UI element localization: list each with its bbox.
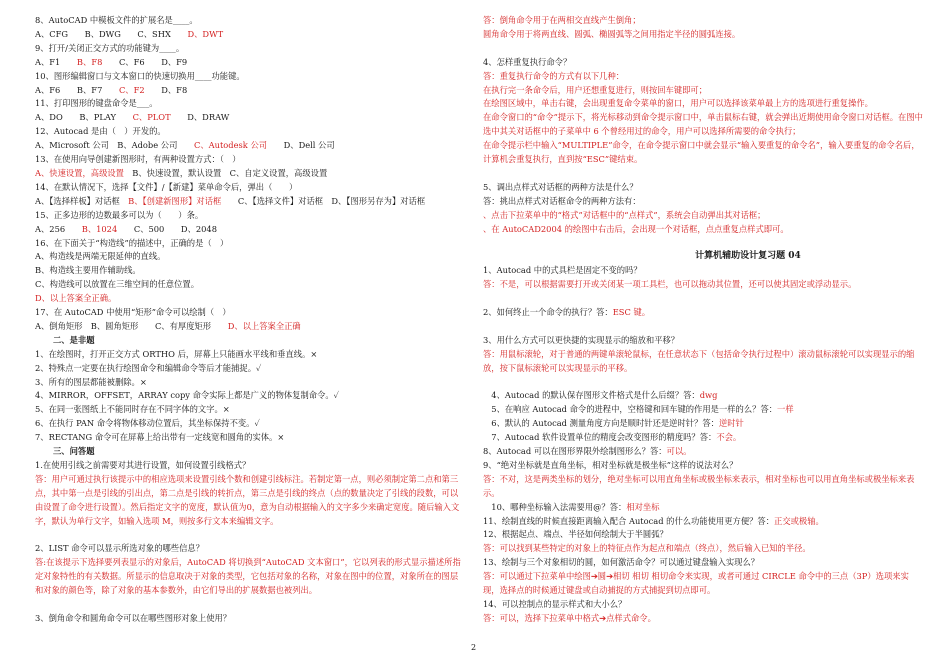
section-heading xyxy=(35,334,465,348)
answer-text: 、在 AutoCAD2004 的绘图中右击后，会出现一个对话框，点点重复点样式即可。 xyxy=(483,223,789,234)
question-text: C、构造线可以放置在三维空间的任意位置。 xyxy=(35,279,199,290)
question-text: 2、如何终止一个命令的执行？答： xyxy=(483,306,613,317)
question-text: A、Microsoft 公司 B、Adobe 公司 xyxy=(35,140,194,151)
text-line xyxy=(483,403,923,417)
text-line xyxy=(35,278,465,292)
question-text: 10、哪种坐标输入法需要用@？答： xyxy=(483,501,627,512)
right-column xyxy=(483,14,923,626)
question-text: 4、怎样重复执行命令？ xyxy=(483,56,572,67)
question-text: 8、AutoCAD 中模板文件的扩展名是____。 xyxy=(35,15,198,25)
answer-text: 答：用鼠标滚轮，对于普通的两键单滚轮鼠标，在任意状态下（包括命令执行过程中）滚动鼠标滚轮可以实现显示的缩放，按下鼠标滚轮可以实现显示的平移。 xyxy=(483,348,915,373)
text-line xyxy=(483,417,923,431)
question-text: A、F1 xyxy=(35,56,77,67)
text-line xyxy=(35,167,465,181)
text-line xyxy=(483,556,923,570)
text-line xyxy=(483,445,923,459)
text-line xyxy=(483,84,923,98)
answer-text: D、以上答案全正确 xyxy=(227,320,301,331)
text-line xyxy=(483,264,923,278)
text-line xyxy=(483,598,923,612)
question-text: 4、Autocad 的默认保存图形文件格式是什么后缀？答： xyxy=(483,390,700,401)
question-text: 5、调出点样式对话框的两种方法是什么？ xyxy=(483,181,638,192)
question-text: 5、在同一张图纸上不能同时存在不同字体的文字。× xyxy=(35,404,230,415)
text-line xyxy=(35,362,465,376)
text-line xyxy=(35,417,465,431)
question-text: 9、打开/关闭正交方式的功能键为____。 xyxy=(35,42,185,53)
question-text: B、构造线主要用作辅助线。 xyxy=(35,265,141,276)
text-line xyxy=(483,459,923,473)
text-line xyxy=(483,473,923,501)
answer-text: 答：重复执行命令的方式有以下几种： xyxy=(483,70,625,81)
question-text: 三、问答题 xyxy=(53,446,95,457)
question-text: 答：挑出点样式对话框命令的两种方法有： xyxy=(483,195,641,206)
text-line xyxy=(35,376,465,390)
text-line xyxy=(35,209,465,223)
text-line xyxy=(483,56,923,70)
text-line xyxy=(35,125,465,139)
answer-text: 在执行完一条命令后，用户还想重复进行，则按回车键即可； xyxy=(483,84,708,95)
answer-text: C、Autodesk 公司 xyxy=(193,140,268,151)
text-line xyxy=(483,14,923,28)
question-text: 11、绘制直线的时候直接距离输入配合 Autocad 的什么功能使用更方便？答： xyxy=(483,515,775,526)
text-line xyxy=(35,111,465,125)
question-text: 17、在 AutoCAD 中使用“矩形”命令可以绘制（ ） xyxy=(35,307,231,318)
answer-text: 在绘图区域中，单击右键，会出现重复命令菜单的窗口，用户可以选择该菜单最上方的选项进行重复操作。 xyxy=(483,98,873,109)
answer-text: 一样 xyxy=(777,404,794,415)
question-text: A、构造线是两端无限延伸的直线。 xyxy=(35,251,166,262)
text-line xyxy=(35,556,465,598)
answer-text: 答：可以通过下拉菜单中绘图➔圆➔相切 相切 相切命令来实现，或者可通过 CIRCLE 命令中的三点（3P）选项来实现，选择点的时候通过键盘或自动捕捉的方式捕捉到切点即可。 xyxy=(483,571,909,596)
question-text: 5、在响应 Autocad 命令的进程中，空格键和回车键的作用是一样的么？答： xyxy=(483,404,778,415)
text-line xyxy=(483,542,923,556)
spacer xyxy=(483,42,923,56)
text-line xyxy=(35,403,465,417)
answer-text: ESC 键。 xyxy=(612,306,651,317)
question-text: C、F6 D、F9 xyxy=(102,56,188,67)
spacer xyxy=(483,167,923,181)
answer-text: 答：可以，选择下拉菜单中格式➔点样式命令。 xyxy=(483,612,656,623)
text-line xyxy=(483,612,923,626)
question-text: 8、Autocad 可以在图形界限外绘制图形么？答： xyxy=(483,446,667,456)
question-text: A、F6 B、F7 xyxy=(35,84,119,95)
question-text: 14、在默认情况下，选择【文件】/【新建】菜单命令后，弹出（ ） xyxy=(35,181,298,192)
question-text: A、【选择样板】对话框 xyxy=(35,195,129,206)
answer-text: B、【创建新图形】对话框 xyxy=(128,195,222,206)
answer-text: 在命令窗口的“命令”提示下，将光标移动到命令提示窗口中，单击鼠标右键，就会弹出近期使用命令窗口对话框。在图中选中其关对话框中的子菜单中 6 个曾经用过的命令，用户可以选择所需要的命令执行； xyxy=(483,112,923,137)
text-line xyxy=(483,181,923,195)
question-text: C、500 D、2048 xyxy=(117,223,217,234)
question-text: 12、Autocad 是由（ ）开发的。 xyxy=(35,126,166,137)
answer-text: 、点击下拉菜单中的“格式”对话框中的“点样式”，系统会自动弹出其对话框； xyxy=(483,209,766,220)
question-text: 9、“绝对坐标就是直角坐标，相对坐标就是极坐标”这样的说法对么？ xyxy=(483,459,738,470)
question-text: 2、LIST 命令可以显示所选对象的哪些信息？ xyxy=(35,543,204,554)
left-column xyxy=(35,14,465,626)
question-text: A、256 xyxy=(35,223,82,234)
spacer xyxy=(35,598,465,612)
text-line xyxy=(483,306,923,320)
spacer xyxy=(483,375,923,389)
answer-text: 不会。 xyxy=(716,432,742,443)
question-text: 7、Autocad 软件设置单位的精度会改变图形的精度吗？答： xyxy=(483,432,717,443)
question-text: 3、倒角命令和圆角命令可以在哪些图形对象上使用？ xyxy=(35,612,232,623)
text-line xyxy=(35,250,465,264)
text-line xyxy=(483,334,923,348)
question-text: 计算机辅助设计复习题 04 xyxy=(695,251,801,262)
text-line xyxy=(483,501,923,515)
text-line xyxy=(35,320,465,334)
answer-text: A、快速设置，高级设置 xyxy=(35,167,124,178)
question-text: 6、在执行 PAN 命令将物体移动位置后，其坐标保持不变。✓ xyxy=(35,418,260,429)
question-text: 14、可以控制点的显示样式和大小么？ xyxy=(483,598,627,609)
text-line xyxy=(35,292,465,306)
answer-text: B、1024 xyxy=(81,223,118,234)
answer-text: D、DWT xyxy=(187,28,224,39)
answer-text: 答:在该提示下选择要列表显示的对象后，AutoCAD 将切换到“AutoCAD 文本窗口”，它以列表的形式显示描述所指定对象特性的有关数据。所显示的信息取决于对象的类型，它包括对象的名称，对象在图中的位置，对象所在的图层和对象的颜色等，除了对象的基本参数外，由它们导出的扩展数据也被列出。 xyxy=(35,557,461,596)
text-line xyxy=(35,84,465,98)
question-text: 15、正多边形的边数最多可以为（ ）条。 xyxy=(35,209,204,220)
text-line xyxy=(35,473,465,529)
text-line xyxy=(35,223,465,237)
answer-text: C、PLOT xyxy=(132,112,171,123)
question-text: D、F8 xyxy=(144,84,188,95)
text-line xyxy=(35,42,465,56)
question-text: D、Dell 公司 xyxy=(267,140,335,151)
text-line xyxy=(35,612,465,626)
text-line xyxy=(35,306,465,320)
text-line xyxy=(483,528,923,542)
section-heading xyxy=(35,445,465,459)
answer-text: 在命令提示栏中输入“MULTIPLE”命令，在命令提示窗口中就会显示“输入要重复的命令名”，输入要重复的命令名后，计算机会重复执行，直到按“ESC”键结束。 xyxy=(483,140,920,165)
question-text: 13、在使用向导创建新图形时，有两种设置方式：（ ） xyxy=(35,154,241,165)
question-text: 1.在使用引线之前需要对其进行设置，如何设置引线格式？ xyxy=(35,460,251,470)
text-line xyxy=(35,153,465,167)
answer-text: 答：用户可通过执行该提示中的相应选项来设置引线个数和创建引线标注。若制定第一点，则必须制定第二点和第三点，其中第一点是引线的引出点，第二点是引线的转折点，第三点是引线的终点（点的数量决定了引线的段数，可以由设置了命令进行设置）。然后指定文字的宽度，默认值为0，意为自动根据输入的文字多少来确定宽度。随后输入文字，默认为单行文字，如输入选项 M，则按多行文本来编辑文字。 xyxy=(35,473,460,526)
text-line xyxy=(483,348,923,376)
question-text: 16、在下面关于“构造线”的描述中，正确的是（ ） xyxy=(35,237,229,248)
question-text: 2、特殊点一定要在执行绘图命令和编辑命令等后才能捕捉。✓ xyxy=(35,362,262,373)
question-text: B、快速设置，默认设置 C、自定义设置，高级设置 xyxy=(123,167,328,178)
answer-text: 答：不是，可以根据需要打开或关闭某一项工具栏，也可以拖动其位置，还可以使其固定或浮动显示。 xyxy=(483,279,857,290)
question-text: 1、Autocad 中的式具栏是固定不变的吗？ xyxy=(483,265,642,276)
spacer xyxy=(483,292,923,306)
text-line xyxy=(35,459,465,473)
question-text: 13、绘制与三个对象相切的圆，如何激活命令？可以通过键盘输入实现么？ xyxy=(483,557,760,568)
text-line xyxy=(483,70,923,84)
answer-text: 可以。 xyxy=(666,446,692,456)
question-text: 二、是非题 xyxy=(53,334,95,345)
answer-text: D、以上答案全正确。 xyxy=(35,293,117,304)
question-text: 1、在绘图时，打开正交方式 ORTHO 后，屏幕上只能画水平线和垂直线。× xyxy=(35,348,318,359)
answer-text: 正交或极轴。 xyxy=(774,515,824,526)
answer-text: 圆角命令用于将两直线、圆弧、椭圆弧等之间用指定半径的圆弧连接。 xyxy=(483,28,741,39)
answer-text: 答：可以找到某些特定的对象上的特征点作为起点和端点（终点），然后输入已知的半径。 xyxy=(483,543,811,554)
text-line xyxy=(35,348,465,362)
text-line xyxy=(35,431,465,445)
question-text: 3、用什么方式可以更快捷的实现显示的缩放和平移？ xyxy=(483,334,680,345)
text-line xyxy=(35,389,465,403)
answer-text: 答：不对，这是两类坐标的划分，绝对坐标可以用直角坐标或极坐标来表示，相对坐标也可以用直角坐标或极坐标来表示。 xyxy=(483,473,915,498)
text-line xyxy=(35,542,465,556)
spacer xyxy=(35,529,465,543)
text-line xyxy=(483,570,923,598)
text-line xyxy=(483,431,923,445)
spacer xyxy=(483,236,923,250)
question-text: 4、MIRROR，OFFSET，ARRAY copy 命令实际上都是广义的物体复制命令。✓ xyxy=(35,390,340,401)
question-text: 10、图形编辑窗口与文本窗口的快速切换用____功能键。 xyxy=(35,70,245,81)
answer-text: C、F2 xyxy=(118,84,145,95)
question-text: 7、RECTANG 命令可在屏幕上给出带有一定线宽和圆角的实体。× xyxy=(35,432,285,443)
text-line xyxy=(483,278,923,292)
text-line xyxy=(35,181,465,195)
page-number: 2 xyxy=(471,643,477,652)
question-text: A、倒角矩形 B、圆角矩形 C、有厚度矩形 xyxy=(35,320,228,331)
question-text: D、DRAW xyxy=(170,112,230,123)
text-line xyxy=(35,70,465,84)
text-line xyxy=(35,264,465,278)
answer-text: dwg xyxy=(699,390,718,401)
question-text: 12、根据起点、端点、半径如何绘制大于半圆弧？ xyxy=(483,529,668,540)
text-line xyxy=(483,139,923,167)
text-line xyxy=(483,389,923,403)
answer-text: 答：倒角命令用于在两相交直线产生倒角； xyxy=(483,15,641,25)
text-line xyxy=(483,223,923,237)
section-title xyxy=(483,250,923,264)
text-line xyxy=(483,111,923,139)
question-text: 6、默认的 Autocad 测量角度方向是顺时针还是逆时针？答： xyxy=(483,418,719,429)
question-text: 11、打印图形的键盘命令是___。 xyxy=(35,98,158,109)
text-line xyxy=(35,97,465,111)
text-line xyxy=(35,139,465,153)
question-text: 3、所有的图层都能被删除。× xyxy=(35,376,147,387)
question-text: C、【选择文件】对话框 D、【图形另存为】对话框 xyxy=(221,195,426,206)
question-text: A、CFG B、DWG C、SHX xyxy=(35,28,188,39)
answer-text: 逆时针 xyxy=(718,418,744,429)
text-line xyxy=(35,56,465,70)
text-line xyxy=(483,515,923,529)
answer-text: B、F8 xyxy=(76,56,103,67)
text-line xyxy=(35,237,465,251)
text-line xyxy=(483,28,923,42)
text-line xyxy=(35,14,465,28)
text-line xyxy=(483,209,923,223)
question-text: A、DO B、PLAY xyxy=(35,112,133,123)
answer-text: 相对坐标 xyxy=(626,501,660,512)
text-line xyxy=(35,195,465,209)
text-line xyxy=(483,195,923,209)
text-line xyxy=(483,97,923,111)
text-line xyxy=(35,28,465,42)
spacer xyxy=(483,320,923,334)
